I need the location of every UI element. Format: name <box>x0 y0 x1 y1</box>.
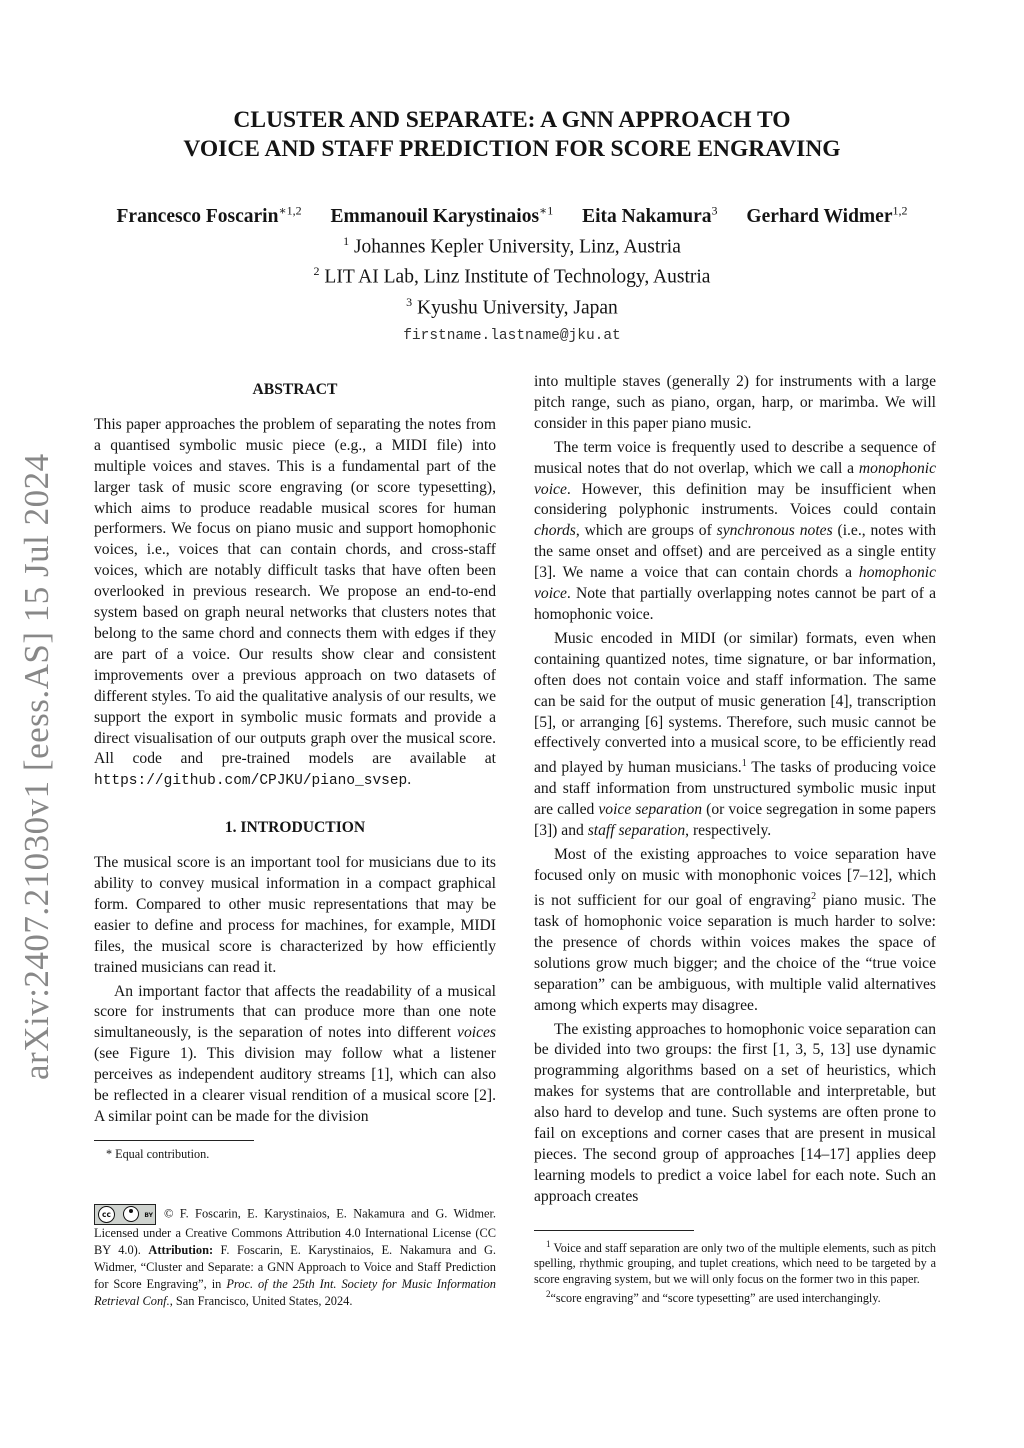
affiliation-1: $^1$ Johannes Kepler University, Linz, Austria <box>343 233 681 257</box>
author-email: firstname.lastname@jku.at <box>403 328 621 344</box>
affiliation-3: $^3$ Kyushu University, Japan <box>406 294 618 318</box>
title-line-1: CLUSTER AND SEPARATE: A GNN APPROACH TO <box>233 107 791 133</box>
intro-paragraph-homophonic: The existing approaches to homophonic voice separation can be divided into two groups: the first [1, 3, 5, 13] use dynamic programming algorithms based on a set of heuristics, which makes for systems that are controllable and interpretable, but also hard to develop and tune. Such systems are often prone to fail on exceptions and corner cases that are present in musical pieces. The second group of approaches [14–17] applies deep learning models to predict a voice label for each note. Such an approach creates <box>534 1020 936 1205</box>
intro-paragraph-midi: Music encoded in MIDI (or similar) formats, even when containing quantized notes, time signature, or bar information, often does not contain voice and staff information. The same can be said for the output of music generation [4], transcription [5], or arranging [6] systems. Therefore, such music cannot be effectively converted into a musical score, to be efficiently read and played by human musicians.$^1$ The tasks of producing voice and staff information from unstructured symbolic music input are called voice separation (or voice segregation in some papers [3]) and staff separation, respectively. <box>534 629 937 840</box>
author-block <box>0 198 1024 349</box>
footnote-divider-right <box>534 1230 694 1231</box>
equal-contribution-footnote: * Equal contribution. <box>106 1146 210 1161</box>
intro-paragraph-1: The musical score is an important tool for musicians due to its ability to convey musical information in a compact graphical form. Compared to other music representations that may be easier to define and process for machines, for example, MIDI files, the musical score is characterized by how efficiently trained musicians can read it. <box>94 854 496 976</box>
left-column <box>94 372 496 1310</box>
author-1: Francesco Foscarin$^{∗1,2}$ <box>116 203 302 227</box>
intro-paragraph-voice-definition: The term voice is frequently used to describe a sequence of musical notes that do not overlap, which we call a monophonic voice. However, this definition may be insufficient when considering polyphonic instruments. Voices could contain chords, which are groups of synchronous notes (i.e., notes with the same onset and offset) and are perceived as a single entity [3]. We name a voice that can contain chords a homophonic voice. Note that partially overlapping notes cannot be part of a homophonic voice. <box>534 438 936 623</box>
author-2: Emmanouil Karystinaios$^{∗1}$ <box>330 203 554 227</box>
author-4: Gerhard Widmer$^{1,2}$ <box>746 203 908 227</box>
intro-paragraph-2: An important factor that affects the readability of a musical score for instruments that can produce more than one note simultaneously, is the separation of notes into different voices (see Figure 1). This division may follow what a listener perceives as independent auditory streams [1], which can also be reflected in a clearer visual rendition of a musical score [2]. A similar point can be made for the division <box>94 982 496 1125</box>
abstract-text: This paper approaches the problem of separating the notes from a quantised symbolic music piece (e.g., a MIDI file) into multiple voices and staves. This is a fundamental part of the larger task of music score engraving (or score typesetting), which aims to produce readable musical scores for human performers. We focus on piano music and support homophonic voices, i.e., voices that can contain chords, and cross-staff voices, which are notably difficult tasks that have often been overlooked in previous research. We propose an end-to-end system based on graph neural networks that clusters notes that belong to the same chord and connects them with edges if they are part of a voice. Our results show clear and consistent improvements over a previous approach on two datasets of different styles. To aid the qualitative analysis of our results, we support the export in symbolic music formats and provide a direct visualisation of our outputs graph over the musical score. All code and pre-trained models are available at https://github.com/CPJKU/piano_svsep. <box>94 415 496 790</box>
footnote-1: $^1$ Voice and staff separation are only two of the multiple elements, such as pitch spelling, rhythmic grouping, and tuplet creations, which need to be targeted by a score engraving system, but we will only focus on the former two in this paper. <box>534 1238 936 1286</box>
author-3: Eita Nakamura$^3$ <box>582 203 718 227</box>
affiliation-2: $^2$ LIT AI Lab, Linz Institute of Technology, Austria <box>313 264 711 288</box>
license-block: cc BY © F. Foscarin, E. Karystinaios, E. Nakamura and G. Widmer. Licensed under a Creative Commons Attribution 4.0 International License (CC BY 4.0). Attribution: F. Foscarin, E. Karystinaios, E. Nakamura and G. Widmer, “Cluster and Separate: a GNN Approach to Voice and Staff Prediction for Score Engraving”, in Proc. of the 25th Int. Society for Music Information Retrieval Conf., San Francisco, United States, 2024. <box>94 1204 496 1310</box>
author-names <box>0 198 1024 229</box>
abstract-heading: ABSTRACT <box>252 381 338 398</box>
title-line-2: VOICE AND STAFF PREDICTION FOR SCORE ENGRAVING <box>183 136 841 162</box>
introduction-heading: 1. INTRODUCTION <box>224 819 366 837</box>
footnote-divider <box>94 1140 254 1141</box>
footnote-2: $^2$“score engraving” and “score typesetting” are used interchangingly. <box>546 1289 881 1306</box>
cc-by-license-icon: cc BY <box>94 1204 156 1225</box>
arxiv-identifier-stamp: arXiv:2407.21030v1 [eess.AS] 15 Jul 2024 <box>17 453 56 1080</box>
paper-title <box>0 106 1024 164</box>
right-column <box>534 372 936 1307</box>
code-repository-link[interactable]: https://github.com/CPJKU/piano_svsep <box>94 773 408 790</box>
intro-paragraph-existing-approaches: Most of the existing approaches to voice separation have focused only on music with monophonic voices [7–12], which is not sufficient for our goal of engraving$^2$ piano music. The task of homophonic voice separation is much harder to solve: the presence of chords within voices makes the space of solutions grow much bigger; and the choice of the “true voice separation” can be ambiguous, with multiple valid alternatives among which experts may disagree. <box>534 846 936 1014</box>
intro-paragraph-continued: into multiple staves (generally 2) for instruments with a large pitch range, such as piano, organ, harp, or marimba. We will consider in this paper piano music. <box>534 373 936 432</box>
